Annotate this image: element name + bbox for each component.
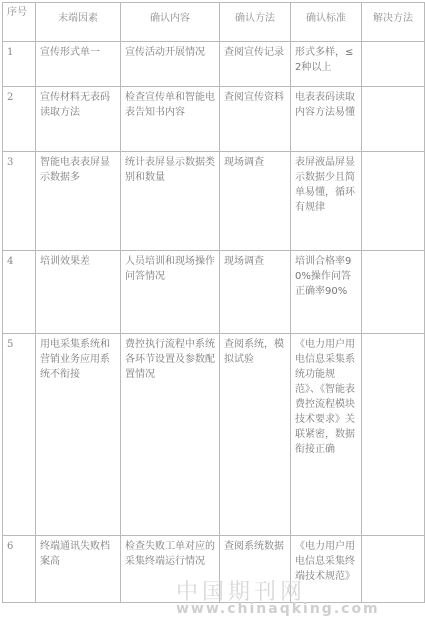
cell-standard: 表屏液晶屏显示数据少且简单易懂，循环有规律	[291, 152, 362, 251]
cell-factor: 培训效果差	[36, 251, 121, 334]
cell-factor: 宣传材料无表码读取方法	[36, 87, 121, 152]
cell-no: 5	[3, 334, 36, 536]
cell-content: 检查失败工单对应的采集终端运行情况	[121, 536, 220, 603]
table-row	[3, 152, 425, 251]
cell-no: 1	[3, 42, 36, 87]
cell-method: 查阅宣传记录	[220, 42, 291, 87]
cell-content: 宣传活动开展情况	[121, 42, 220, 87]
cell-method: 查阅宣传资料	[220, 87, 291, 152]
cell-method: 现场调查	[220, 152, 291, 251]
header-method: 确认方法	[220, 3, 291, 42]
cell-no: 4	[3, 251, 36, 334]
cell-no: 3	[3, 152, 36, 251]
cell-no: 2	[3, 87, 36, 152]
table-header-row	[3, 3, 425, 42]
cell-standard: 形式多样，≤2种以上	[291, 42, 362, 87]
cell-standard: 《电力用户用电信息采集终端技术规范》	[291, 536, 362, 603]
cell-standard: 《电力用户用电信息采集系统功能规范》、《智能表费控流程模块技术要求》关联紧密，数据衔接正确	[291, 334, 362, 536]
cell-solution	[362, 536, 425, 603]
cell-standard: 培训合格率90%操作问答正确率90%	[291, 251, 362, 334]
cell-solution	[362, 251, 425, 334]
table-row	[3, 334, 425, 536]
cell-content: 人员培训和现场操作问答情况	[121, 251, 220, 334]
cell-factor: 智能电表表屏显示数据多	[36, 152, 121, 251]
table-row	[3, 87, 425, 152]
confirmation-table	[2, 2, 425, 603]
table-row	[3, 251, 425, 334]
cell-solution	[362, 334, 425, 536]
watermark-title: 中国期刊网	[176, 580, 307, 605]
cell-factor: 用电采集系统和营销业务应用系统不衔接	[36, 334, 121, 536]
cell-solution	[362, 87, 425, 152]
cell-content: 费控执行流程中系统各环节设置及参数配置情况	[121, 334, 220, 536]
cell-factor: 终端通讯失败档案高	[36, 536, 121, 603]
cell-factor: 宣传形式单一	[36, 42, 121, 87]
watermark-url: www.chinaqking.com	[176, 601, 380, 617]
header-content: 确认内容	[121, 3, 220, 42]
cell-content: 统计表屏显示数据类别和数量	[121, 152, 220, 251]
cell-solution	[362, 42, 425, 87]
header-standard: 确认标准	[291, 3, 362, 42]
table-row	[3, 42, 425, 87]
header-solution: 解决方法	[362, 3, 425, 42]
cell-method: 查阅系统数据	[220, 536, 291, 603]
header-no: 序号	[3, 3, 36, 42]
cell-no: 6	[3, 536, 36, 603]
cell-method: 现场调查	[220, 251, 291, 334]
header-factor: 末端因素	[36, 3, 121, 42]
cell-standard: 电表表码读取内容方法易懂	[291, 87, 362, 152]
cell-solution	[362, 152, 425, 251]
cell-content: 检查宣传单和智能电表告知书内容	[121, 87, 220, 152]
cell-method: 查阅系统，模拟试验	[220, 334, 291, 536]
